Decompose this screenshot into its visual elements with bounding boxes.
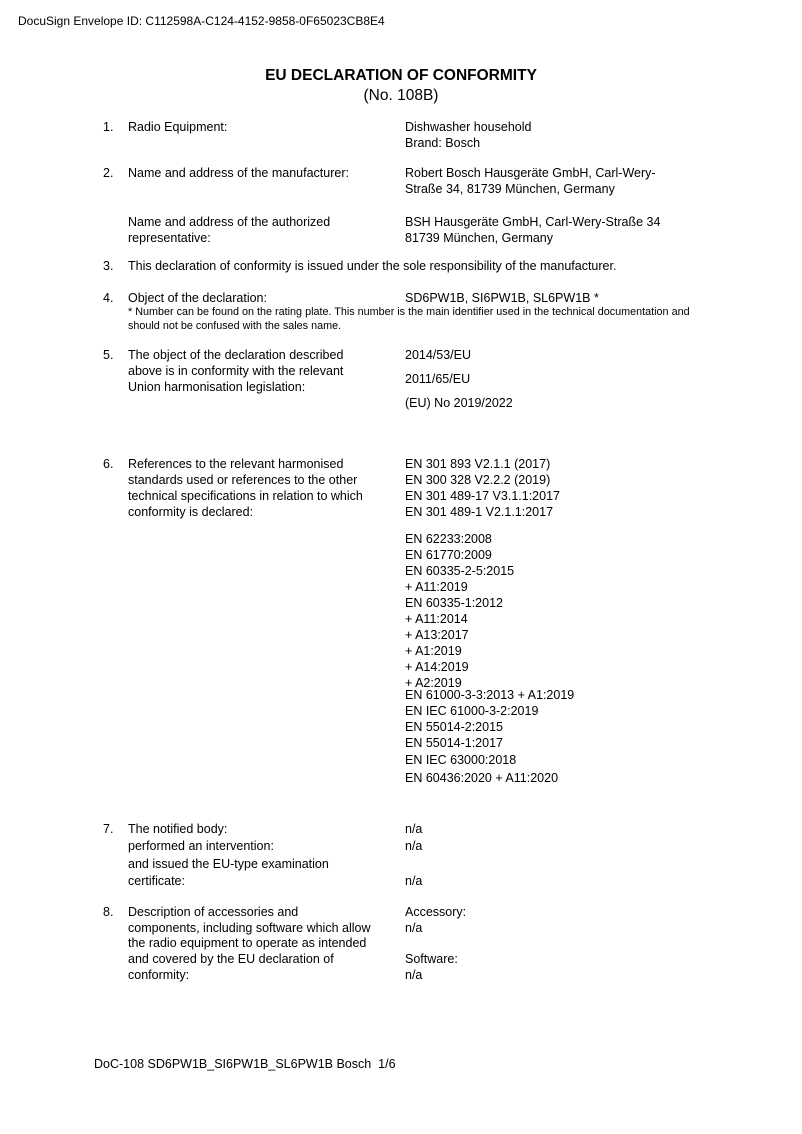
software-value: n/a <box>405 967 423 982</box>
legislation-label-line: Union harmonisation legislation: <box>128 380 306 394</box>
standards-group-rohs <box>405 752 735 768</box>
item-8-accessories <box>103 905 405 983</box>
directive-reference: (EU) No 2019/2022 <box>405 396 513 410</box>
item-number: 3. <box>103 259 114 273</box>
docusign-envelope-id: DocuSign Envelope ID: C112598A-C124-4152-9858-0F65023CB8E4 <box>18 14 385 28</box>
standards-label-line: References to the relevant harmonised <box>128 457 344 471</box>
standard-reference: EN 55014-1:2017 <box>405 736 503 750</box>
equipment-type: Dishwasher household <box>405 120 532 134</box>
standards-group-safety <box>405 531 735 691</box>
standard-reference: EN 301 893 V2.1.1 (2017) <box>405 457 551 471</box>
item-label <box>128 905 405 983</box>
standard-reference: + A11:2019 <box>405 580 468 594</box>
item-2-manufacturer <box>103 165 735 197</box>
item-label: Object of the declaration: <box>128 291 267 305</box>
item-number: 2. <box>103 166 114 180</box>
legislation-label-line: above is in conformity with the relevant <box>128 364 344 378</box>
representative-address-line: BSH Hausgeräte GmbH, Carl-Wery-Straße 34 <box>405 215 661 229</box>
item-number: 5. <box>103 348 114 362</box>
legislation-label-line: The object of the declaration described <box>128 348 344 362</box>
standard-reference: EN 300 328 V2.2.2 (2019) <box>405 473 551 487</box>
representative-label-line: Name and address of the authorized <box>128 215 331 229</box>
item-label: Name and address of the manufacturer: <box>128 166 349 180</box>
standard-reference: + A13:2017 <box>405 628 469 642</box>
standard-reference: EN 62233:2008 <box>405 532 492 546</box>
accessories-label-line: and covered by the EU declaration of <box>128 952 334 967</box>
item-label: Radio Equipment: <box>128 120 228 134</box>
standards-label-line: conformity is declared: <box>128 505 254 519</box>
notified-body-label-line: The notified body: <box>128 822 228 836</box>
item-number: 4. <box>103 291 114 305</box>
standard-reference: EN 55014-2:2015 <box>405 720 503 734</box>
standard-reference: EN 60436:2020 + A11:2020 <box>405 771 559 785</box>
notified-body-value: n/a <box>405 873 423 888</box>
item-value <box>405 347 735 419</box>
notified-body-value: n/a <box>405 839 423 854</box>
footnote-line: should not be confused with the sales name. <box>128 319 342 332</box>
notified-body-value <box>405 856 422 873</box>
item-number: 1. <box>103 120 114 134</box>
notified-body-value: n/a <box>405 822 423 836</box>
standard-reference: + A14:2019 <box>405 660 469 674</box>
item-6-harmonised-standards <box>103 456 405 520</box>
representative-label-line: representative: <box>128 231 211 245</box>
directive-reference: 2011/65/EU <box>405 372 471 386</box>
notified-body-label-line: certificate: <box>128 873 185 888</box>
notified-body-label-line: and issued the EU-type examination <box>128 856 329 871</box>
standard-reference: + A1:2019 <box>405 644 462 658</box>
item-7-notified-body <box>103 821 405 890</box>
document-footer: DoC-108 SD6PW1B_SI6PW1B_SL6PW1B Bosch 1/6 <box>94 1057 396 1071</box>
item-value <box>405 165 735 197</box>
accessories-label-line: components, including software which allow <box>128 920 371 935</box>
page-title: EU DECLARATION OF CONFORMITY <box>265 67 537 84</box>
standard-reference: + A2:2019 <box>405 676 462 690</box>
accessories-label-line: Description of accessories and <box>128 905 299 919</box>
item-number: 6. <box>103 457 114 471</box>
software-label: Software: <box>405 952 458 967</box>
standards-label-line: standards used or references to the other <box>128 473 358 487</box>
standard-reference: EN 61000-3-3:2013 + A1:2019 <box>405 688 575 702</box>
item-5-harmonisation-legislation <box>103 347 735 419</box>
item-value <box>405 214 735 246</box>
spacer-line <box>405 936 466 952</box>
model-numbers: SD6PW1B, SI6PW1B, SL6PW1B * <box>405 291 599 305</box>
accessory-value: n/a <box>405 920 423 935</box>
item-value <box>405 119 735 151</box>
standard-reference: EN 61770:2009 <box>405 548 492 562</box>
item-label <box>128 456 405 520</box>
item-number: 7. <box>103 822 114 836</box>
equipment-brand: Brand: Bosch <box>405 136 481 150</box>
rating-plate-footnote <box>128 306 718 334</box>
item-4-object-of-declaration <box>103 290 735 306</box>
manufacturer-address-line: Straße 34, 81739 München, Germany <box>405 182 615 196</box>
item-label <box>128 347 405 419</box>
standard-reference: EN IEC 63000:2018 <box>405 753 517 767</box>
standard-reference: + A11:2014 <box>405 612 468 626</box>
accessory-label: Accessory: <box>405 905 467 919</box>
standards-group-radio <box>405 456 735 520</box>
notified-body-values <box>405 821 422 890</box>
document-title-block <box>0 66 802 106</box>
item-1-radio-equipment <box>103 119 735 151</box>
standard-reference: EN 60335-1:2012 <box>405 596 503 610</box>
accessories-label-line: the radio equipment to operate as intended <box>128 936 367 951</box>
accessories-label-line: conformity: <box>128 967 190 982</box>
directive-reference: 2014/53/EU <box>405 348 472 362</box>
item-label <box>128 214 405 246</box>
item-2-authorized-representative <box>128 214 735 246</box>
item-number: 8. <box>103 905 114 919</box>
standard-reference: EN IEC 61000-3-2:2019 <box>405 704 539 718</box>
notified-body-label-line: performed an intervention: <box>128 839 274 854</box>
standards-group-performance <box>405 770 735 786</box>
representative-address-line: 81739 München, Germany <box>405 231 554 245</box>
standards-group-emc <box>405 687 735 751</box>
footnote-line: * Number can be found on the rating plate. This number is the main identifier used in the technical documentation and <box>128 306 690 318</box>
standards-label-line: technical specifications in relation to which <box>128 489 363 503</box>
standard-reference: EN 301 489-1 V2.1.1:2017 <box>405 505 554 519</box>
standard-reference: EN 301 489-17 V3.1.1:2017 <box>405 489 560 503</box>
item-3-responsibility-statement <box>103 258 763 274</box>
manufacturer-address-line: Robert Bosch Hausgeräte GmbH, Carl-Wery- <box>405 166 656 180</box>
responsibility-statement: This declaration of conformity is issued under the sole responsibility of the manufacturer. <box>128 259 617 273</box>
standard-reference: EN 60335-2-5:2015 <box>405 564 515 578</box>
page-subtitle: (No. 108B) <box>363 87 439 104</box>
item-label <box>128 821 405 890</box>
accessories-values <box>405 905 466 983</box>
